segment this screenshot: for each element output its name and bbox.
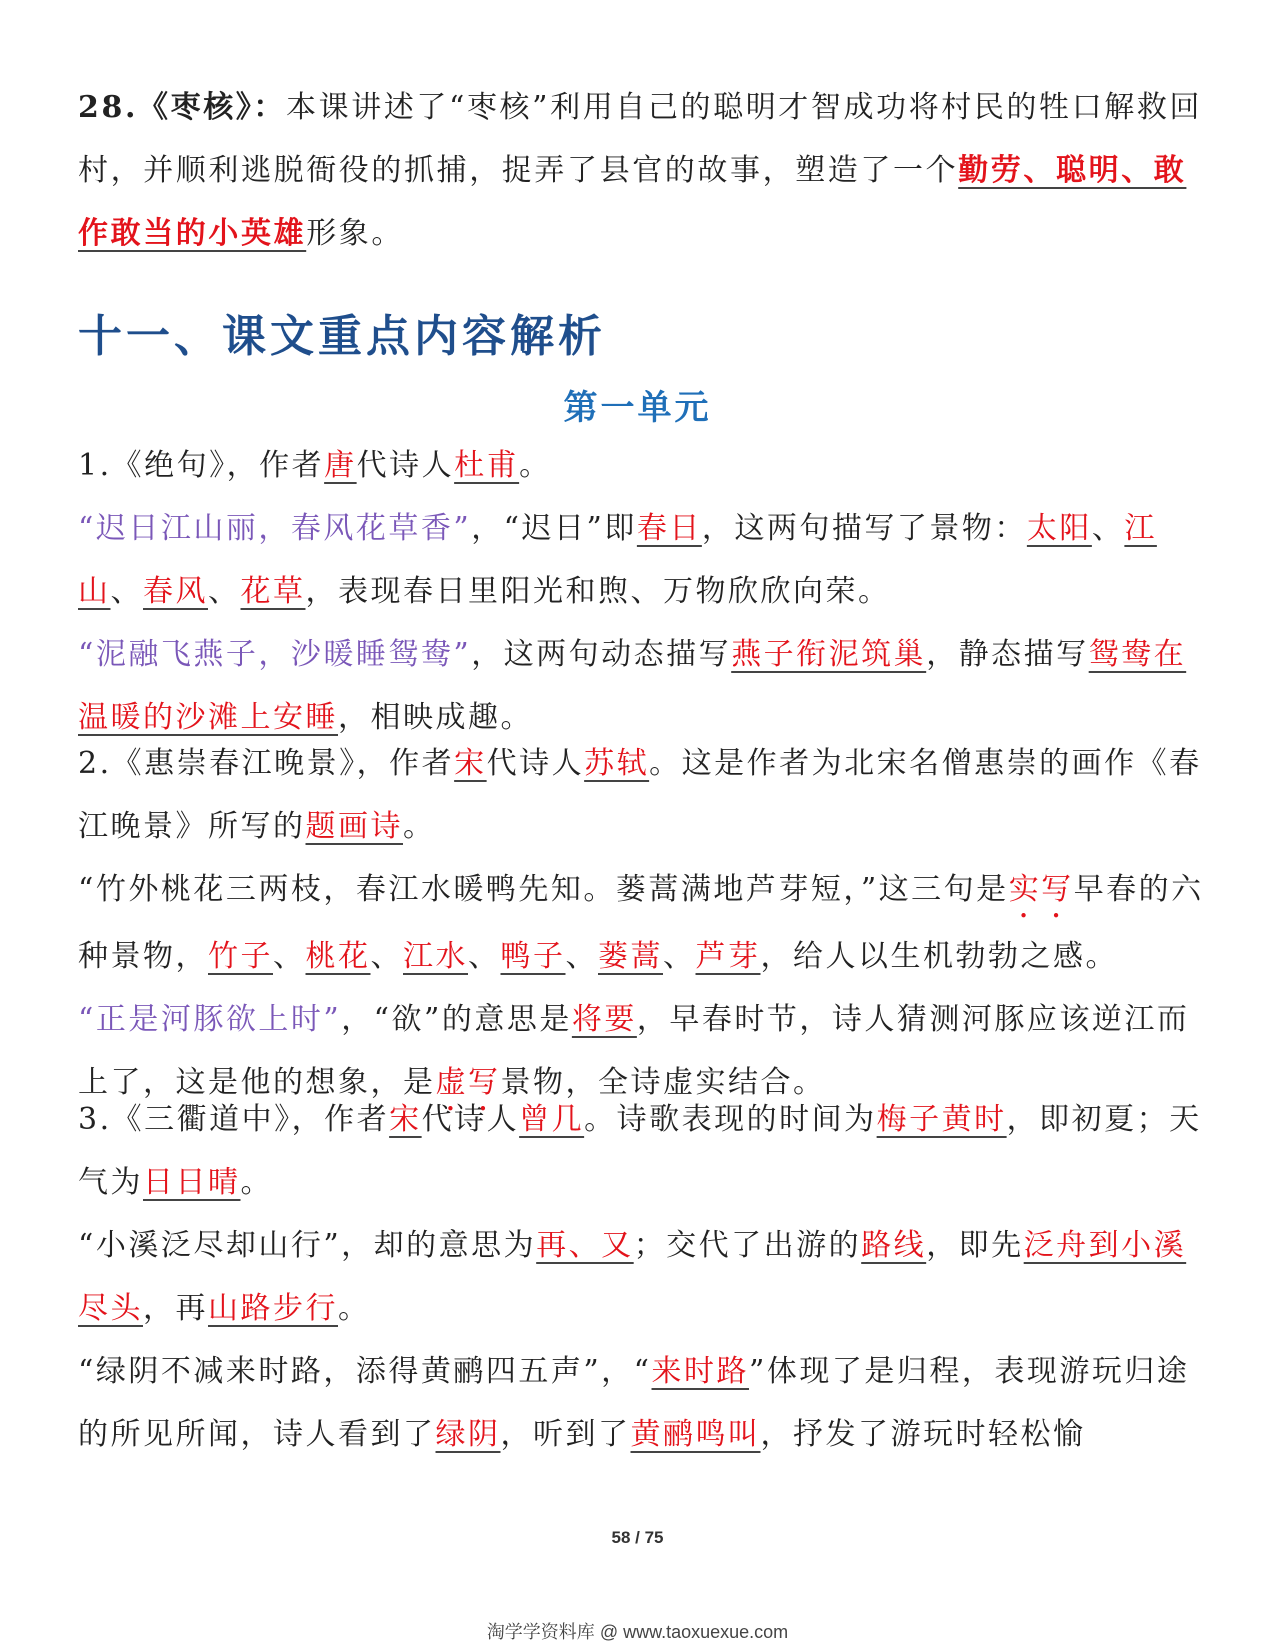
poem-quote: “泥融飞燕子，沙暖睡鸳鸯” bbox=[78, 637, 472, 672]
poem-quote: “正是河豚欲上时” bbox=[78, 1002, 342, 1037]
emphasis-term: 实写 bbox=[1008, 872, 1074, 907]
unit-title: 第一单元 bbox=[563, 388, 712, 428]
poem-1-analysis: 1.《绝句》，作者唐代诗人杜甫。 “迟日江山丽，春风花草香”，“迟日”即春日，这两句描写了景物：太阳、江山、春风、花草，表现春日里阳光和煦、万物欣欣向荣。 “泥融飞燕子，沙暖睡鸳鸯”，这两句动态描写燕子衔泥筑巢，静态描写鸳鸯在温暖的沙滩上安睡，相映成趣。 bbox=[78, 448, 1187, 735]
page-number: 58 / 75 bbox=[611, 1528, 664, 1547]
answer-poet: 杜甫 bbox=[454, 448, 520, 483]
lesson-number: 28. bbox=[78, 90, 138, 125]
lesson-title: 《枣核》 bbox=[138, 90, 254, 125]
poem-3-analysis: 3.《三衢道中》，作者宋代诗人曾几。诗歌表现的时间为梅子黄时，即初夏；天气为日日晴。 “小溪泛尽却山行”，却的意思为再、又；交代了出游的路线，即先泛舟到小溪尽头，再山路步行。 “绿阴不减来时路，添得黄鹂四五声”，“来时路”体现了是归程，表现游玩归途的所见所闻，诗人看到了绿阴，听到了黄鹂鸣叫，抒发了游玩时轻松愉 bbox=[78, 1102, 1202, 1452]
lesson-28-summary: 28.《枣核》：本课讲述了“枣核”利用自己的聪明才智成功将村民的牲口解救回村，并顺利逃脱衙役的抓捕，捉弄了县官的故事，塑造了一个勤劳、聪明、敢作敢当的小英雄形象。 bbox=[78, 90, 1203, 251]
section-heading: 十一、课文重点内容解析 bbox=[78, 311, 606, 362]
highlight-answer: 勤劳、聪明、敢作敢当的小英雄 bbox=[78, 153, 1187, 251]
footer-watermark: 淘学学资料库 @ www.taoxuexue.com bbox=[486, 1622, 789, 1642]
answer-dynasty: 唐 bbox=[324, 448, 357, 483]
poem-quote: “迟日江山丽，春风花草香” bbox=[78, 511, 472, 546]
poem-2-analysis: 2.《惠崇春江晚景》，作者宋代诗人苏轼。这是作者为北宋名僧惠崇的画作《春江晚景》所写的题画诗。 “竹外桃花三两枝，春江水暖鸭先知。蒌蒿满地芦芽短，”这三句是实写早春的六种景物，竹子、桃花、江水、鸭子、蒌蒿、芦芽，给人以生机勃勃之感。 “正是河豚欲上时”，“欲”的意思是将要，早春时节，诗人猜测河豚应该逆江而上了，这是他的想象，是虚写景物，全诗虚实结合。 bbox=[78, 746, 1204, 1100]
emphasis-term: 虚写 bbox=[435, 1065, 501, 1100]
